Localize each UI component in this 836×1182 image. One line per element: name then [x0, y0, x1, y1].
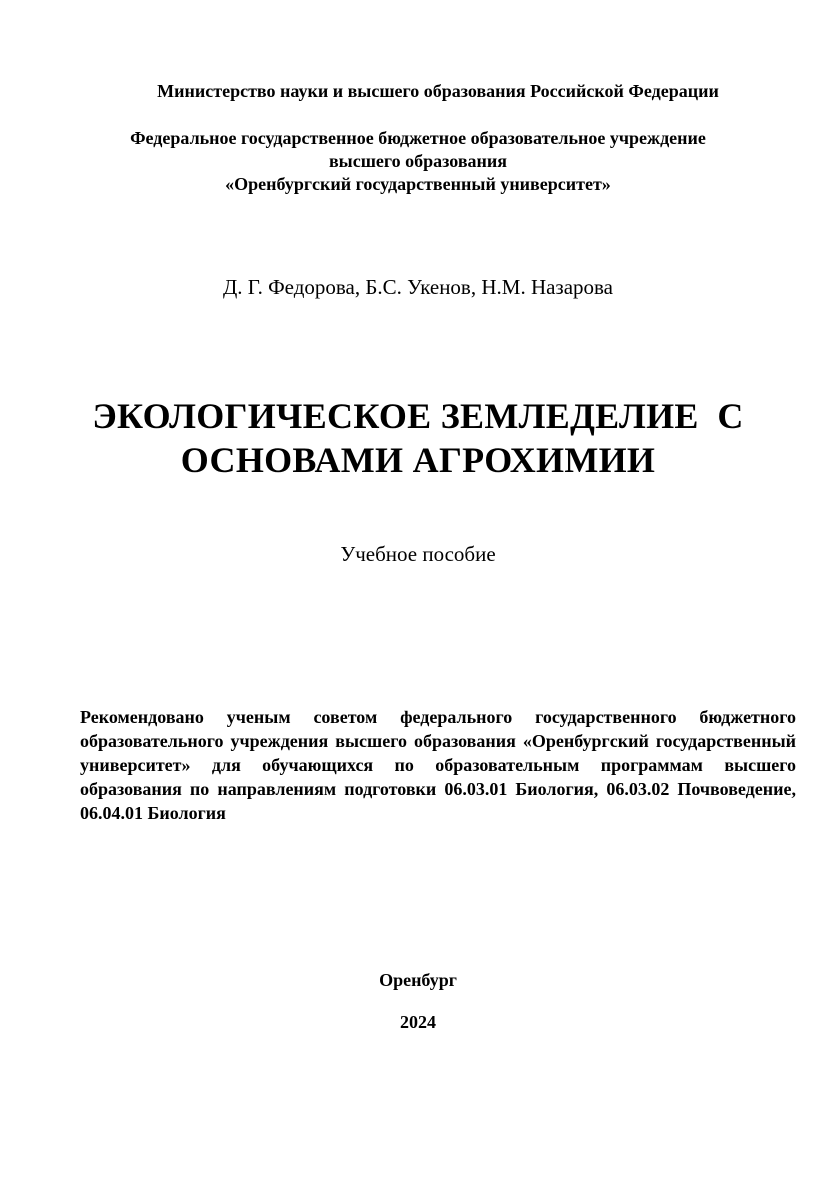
document-subtitle: Учебное пособие — [340, 542, 496, 566]
institution-block — [0, 127, 836, 196]
document-title — [0, 394, 836, 482]
title-line-1: ЭКОЛОГИЧЕСКОЕ ЗЕМЛЕДЕЛИЕ С — [92, 396, 744, 436]
institution-line-3: «Оренбургский государственный университет» — [225, 174, 611, 194]
institution-line-2: высшего образования — [328, 151, 508, 171]
recommendation-paragraph: Рекомендовано ученым советом федерального государственного бюджетного образовательного учреждения высшего образования «Оренбургский государственный университет» для обучающихся по образовательным программам высшего образования по направлениям подготовки 06.03.01 Биология, 06.03.02 Почвоведение, 06.04.01 Биология — [80, 707, 796, 823]
ministry-heading: Министерство науки и высшего образования Российской Федерации — [157, 81, 719, 101]
publication-year: 2024 — [400, 1012, 436, 1032]
institution-line-1: Федеральное государственное бюджетное образовательное учреждение — [130, 128, 706, 148]
title-line-2: ОСНОВАМИ АГРОХИМИИ — [180, 440, 656, 480]
authors: Д. Г. Федорова, Б.С. Укенов, Н.М. Назарова — [222, 275, 614, 299]
publication-city: Оренбург — [379, 970, 457, 990]
